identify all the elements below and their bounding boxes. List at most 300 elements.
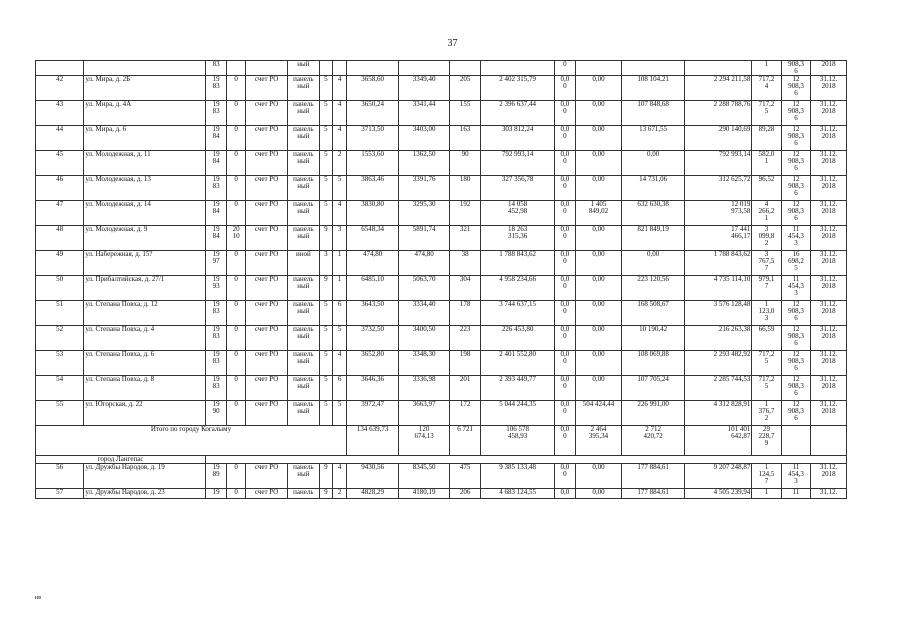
table-cell: 19 83 (206, 101, 227, 126)
table-cell: 57 (36, 489, 84, 499)
table-cell: 0,0 0 (554, 226, 575, 251)
total-cell: 120 674,13 (399, 426, 449, 456)
table-cell: 4 (333, 101, 347, 126)
table-cell: 107 848,68 (622, 101, 685, 126)
table-cell: счет РО (246, 489, 288, 499)
table-row (36, 101, 847, 126)
table-cell: 979,1 7 (752, 276, 781, 301)
table-cell: 201 (449, 376, 481, 401)
table-cell: 3 767,5 7 (752, 251, 781, 276)
table-cell: 4 312 828,91 (685, 401, 752, 426)
table-cell: 717,2 5 (752, 376, 781, 401)
empty-cell (206, 456, 847, 464)
table-cell: 44 (36, 126, 84, 151)
table-cell (319, 61, 333, 76)
table-cell: 3732,50 (346, 326, 399, 351)
table-cell: 3830,80 (346, 201, 399, 226)
table-cell: 3652,80 (346, 351, 399, 376)
table-cell: 19 93 (206, 276, 227, 301)
table-cell: 226 453,80 (481, 326, 555, 351)
table-row (36, 176, 847, 201)
table-cell: 31.12. 2018 (811, 251, 847, 276)
table-cell: 3336,98 (399, 376, 449, 401)
table-cell: 3341,44 (399, 101, 449, 126)
table-cell: 0,00 (575, 489, 621, 499)
table-cell: 9 385 133,48 (481, 464, 555, 489)
table-cell: 4 (333, 126, 347, 151)
table-cell: 5 (319, 201, 333, 226)
table-cell: панель ный (288, 226, 320, 251)
table-cell: ул. Мира, д. 4А (84, 101, 206, 126)
table-cell: 3 099,8 2 (752, 226, 781, 251)
table-cell: 303 812,24 (481, 126, 555, 151)
table-cell: 0,0 0 (554, 76, 575, 101)
table-cell: 12 019 973,58 (685, 201, 752, 226)
table-cell: 10 190,42 (622, 326, 685, 351)
table-cell: 216 263,38 (685, 326, 752, 351)
table-cell: 31.12. 2018 (811, 276, 847, 301)
table-cell: ул. Молодежная, д. 11 (84, 151, 206, 176)
table-cell: 0,0 0 (554, 401, 575, 426)
table-cell: 168 508,67 (622, 301, 685, 326)
table-row (36, 201, 847, 226)
table-cell: 192 (449, 201, 481, 226)
table-cell (227, 61, 246, 76)
table-cell (84, 61, 206, 76)
table-cell: 0,0 0 (554, 126, 575, 151)
table-row (36, 151, 847, 176)
table-cell: 2 (333, 151, 347, 176)
table-cell: 3334,40 (399, 301, 449, 326)
table-cell: 17 441 466,17 (685, 226, 752, 251)
table-row-partial (36, 489, 847, 499)
table-cell: панель ный (288, 201, 320, 226)
table-cell: 226 991,00 (622, 401, 685, 426)
table-cell: 96,52 (752, 176, 781, 201)
table-cell (575, 61, 621, 76)
table-cell: 312 625,72 (685, 176, 752, 201)
table-cell: 0,00 (575, 226, 621, 251)
table-cell: 0,00 (622, 151, 685, 176)
table-cell: 42 (36, 76, 84, 101)
table-cell: панель ный (288, 176, 320, 201)
table-cell: 1 124,5 7 (752, 464, 781, 489)
table-cell: панель ный (288, 464, 320, 489)
table-cell: счет РО (246, 101, 288, 126)
table-cell (333, 61, 347, 76)
table-cell: 6 (333, 301, 347, 326)
table-cell: 3863,46 (346, 176, 399, 201)
table-cell: 12 908,3 6 (781, 326, 810, 351)
table-cell: 3 744 637,15 (481, 301, 555, 326)
table-cell: 38 (449, 251, 481, 276)
table-cell: 198 (449, 351, 481, 376)
table-cell: счет РО (246, 464, 288, 489)
empty-cell (781, 426, 810, 456)
table-cell: 3348,30 (399, 351, 449, 376)
table-cell: 9 (319, 276, 333, 301)
total-cell: 106 578 458,93 (481, 426, 555, 456)
table-cell: 0 (227, 351, 246, 376)
table-cell: 2 396 637,44 (481, 101, 555, 126)
table-cell: 12 908,3 6 (781, 76, 810, 101)
table-row (36, 126, 847, 151)
table-cell: 0,0 0 (554, 176, 575, 201)
table-cell: 0,00 (575, 326, 621, 351)
table-cell: ул. Набережная, д. 15? (84, 251, 206, 276)
table-body (36, 61, 847, 499)
total-cell: 6 721 (449, 426, 481, 456)
table-row (36, 251, 847, 276)
table-cell: ул. Молодежная, д. 14 (84, 201, 206, 226)
table-cell: 3646,36 (346, 376, 399, 401)
table-cell: 3349,40 (399, 76, 449, 101)
table-cell: 0 (227, 251, 246, 276)
table-cell: 0,00 (575, 301, 621, 326)
table-cell: 54 (36, 376, 84, 401)
table-cell: 5 (333, 401, 347, 426)
table-cell: 6485,10 (346, 276, 399, 301)
table-cell: 0 (227, 101, 246, 126)
table-cell: ул. Степана Повха, д. 6 (84, 351, 206, 376)
table-cell: 0,0 0 (554, 376, 575, 401)
table-cell: 206 (449, 489, 481, 499)
table-cell: 14 058 452,98 (481, 201, 555, 226)
table-cell: 1362,50 (399, 151, 449, 176)
table-cell: 53 (36, 351, 84, 376)
table-cell: 0,0 0 (554, 326, 575, 351)
table-cell: 5063,70 (399, 276, 449, 301)
table-cell: 19 83 (206, 176, 227, 201)
table-cell: 19 84 (206, 201, 227, 226)
table-cell: 1 (752, 489, 781, 499)
table-cell: счет РО (246, 76, 288, 101)
table-cell: 163 (449, 126, 481, 151)
table-cell: 0 (227, 201, 246, 226)
table-row (36, 351, 847, 376)
table-cell: 31.12. 2018 (811, 151, 847, 176)
table-cell: счет РО (246, 126, 288, 151)
table-cell (685, 61, 752, 76)
table-cell: 0,00 (575, 276, 621, 301)
table-cell: 0,0 0 (554, 151, 575, 176)
table-cell: ул. Югорская, д. 22 (84, 401, 206, 426)
total-cell: 29 228,7 9 (752, 426, 781, 456)
table-cell: панель ный (288, 151, 320, 176)
table-cell: 3391,76 (399, 176, 449, 201)
table-cell: 31.12. 2018 (811, 126, 847, 151)
empty-cell (811, 426, 847, 456)
table-cell: 12 908,3 6 (781, 351, 810, 376)
table-cell: 46 (36, 176, 84, 201)
table-cell: 4 505 239,94 (685, 489, 752, 499)
table-cell: 2018 (811, 61, 847, 76)
table-cell: 4180,19 (399, 489, 449, 499)
table-cell: 43 (36, 101, 84, 126)
table-cell: 1 788 843,62 (685, 251, 752, 276)
table-cell: 3400,50 (399, 326, 449, 351)
table-cell: 0,00 (622, 251, 685, 276)
table-cell: 19 84 (206, 151, 227, 176)
table-cell: ул. Степана Повха, д. 4 (84, 326, 206, 351)
table-cell: панель ный (288, 376, 320, 401)
table-cell: 178 (449, 301, 481, 326)
table-row (36, 464, 847, 489)
table-cell: 792 993,14 (685, 151, 752, 176)
table-cell: 19 83 (206, 76, 227, 101)
table-cell: 5 (319, 101, 333, 126)
table-cell: 632 630,38 (622, 201, 685, 226)
table-cell: 717,2 4 (752, 76, 781, 101)
table-cell: 0,0 0 (554, 276, 575, 301)
table-cell: 4 (333, 464, 347, 489)
table-cell: 3650,24 (346, 101, 399, 126)
table-cell: 5 (319, 401, 333, 426)
table-cell: 19 83 (206, 351, 227, 376)
table-cell: 89,28 (752, 126, 781, 151)
table-cell: 223 120,56 (622, 276, 685, 301)
table-cell: 13 671,55 (622, 126, 685, 151)
table-cell: 5 (333, 176, 347, 201)
table-cell: 0 (227, 176, 246, 201)
table-cell: 0,00 (575, 151, 621, 176)
table-cell: 9 (319, 489, 333, 499)
table-cell (36, 61, 84, 76)
table-cell: 304 (449, 276, 481, 301)
table-cell: 66,59 (752, 326, 781, 351)
table-cell: 2 393 449,77 (481, 376, 555, 401)
table-cell: иной (288, 251, 320, 276)
table-cell: ул. Дружбы Народов, д. 19 (84, 464, 206, 489)
table-cell: 108 104,21 (622, 76, 685, 101)
table-cell: 6548,34 (346, 226, 399, 251)
register-table (35, 60, 847, 499)
table-cell: 56 (36, 464, 84, 489)
table-cell: 821 849,19 (622, 226, 685, 251)
table-cell: 205 (449, 76, 481, 101)
table-row (36, 76, 847, 101)
table-cell: панель ный (288, 276, 320, 301)
total-cell: 2 464 395,34 (575, 426, 621, 456)
table-cell: 11 (781, 489, 810, 499)
total-label: Итого по городу Когалыму (36, 426, 347, 456)
table-cell: счет РО (246, 326, 288, 351)
table-cell: 12 908,3 6 (781, 126, 810, 151)
table-cell: счет РО (246, 351, 288, 376)
table-cell: 45 (36, 151, 84, 176)
table-cell: 5 (319, 151, 333, 176)
table-cell: 12 908,3 6 (781, 401, 810, 426)
table-cell: 3 (333, 226, 347, 251)
table-cell: счет РО (246, 151, 288, 176)
table-cell: 4 735 114,10 (685, 276, 752, 301)
table-cell: 19 84 (206, 126, 227, 151)
table-cell: 3403,00 (399, 126, 449, 151)
table-cell: 31.12. 2018 (811, 76, 847, 101)
table-cell: 0,0 0 (554, 351, 575, 376)
table-cell: 31.12. 2018 (811, 176, 847, 201)
table-cell: 18 263 315,36 (481, 226, 555, 251)
table-cell (246, 61, 288, 76)
table-row (36, 276, 847, 301)
table-cell: 31.12. 2018 (811, 376, 847, 401)
table-row (36, 226, 847, 251)
table-cell: 52 (36, 326, 84, 351)
table-cell: 55 (36, 401, 84, 426)
table-row-continued (36, 61, 847, 76)
table-cell: 1 (333, 276, 347, 301)
table-row (36, 326, 847, 351)
table-cell: 9 (319, 226, 333, 251)
table-row (36, 401, 847, 426)
table-cell: панель ный (288, 76, 320, 101)
city-header: город Лангепас (36, 456, 206, 464)
table-cell: 177 884,61 (622, 489, 685, 499)
table-cell: 327 356,78 (481, 176, 555, 201)
table-cell: ул. Степана Повха, д. 8 (84, 376, 206, 401)
table-cell: 2 288 788,76 (685, 101, 752, 126)
table-cell (399, 61, 449, 76)
table-cell: 12 908,3 6 (781, 376, 810, 401)
table-cell: 49 (36, 251, 84, 276)
table-cell: 11 454,3 3 (781, 464, 810, 489)
register-table-wrap (35, 60, 847, 499)
table-cell: панель ный (288, 101, 320, 126)
total-cell: 101 401 642,87 (685, 426, 752, 456)
table-cell: 20 10 (227, 226, 246, 251)
table-cell (481, 61, 555, 76)
table-cell: ул. Степана Повха, д. 12 (84, 301, 206, 326)
table-cell: 504 424,44 (575, 401, 621, 426)
table-cell: 1 (333, 251, 347, 276)
table-cell: 0,00 (575, 101, 621, 126)
table-cell: ул. Прибалтийская, д. 27/1 (84, 276, 206, 301)
table-cell: 16 698,2 5 (781, 251, 810, 276)
table-cell: 0,00 (575, 351, 621, 376)
table-cell: 0 (227, 126, 246, 151)
table-cell: 6 (333, 376, 347, 401)
table-cell: 9430,56 (346, 464, 399, 489)
table-cell: 4 958 234,66 (481, 276, 555, 301)
table-cell: 0,00 (575, 76, 621, 101)
table-cell: 14 731,06 (622, 176, 685, 201)
table-cell: 83 (206, 61, 227, 76)
table-cell: панель ный (288, 126, 320, 151)
table-cell: 1553,60 (346, 151, 399, 176)
table-cell: 0 (227, 151, 246, 176)
table-cell: 5 044 244,35 (481, 401, 555, 426)
table-cell: 475 (449, 464, 481, 489)
table-cell: 51 (36, 301, 84, 326)
table-cell: 582,0 1 (752, 151, 781, 176)
table-cell: 19 83 (206, 301, 227, 326)
table-cell: 0,00 (575, 251, 621, 276)
table-cell: 1 123,0 3 (752, 301, 781, 326)
table-cell: счет РО (246, 301, 288, 326)
table-cell: 4 266,2 1 (752, 201, 781, 226)
table-cell: счет РО (246, 201, 288, 226)
table-cell: 31.12. 2018 (811, 351, 847, 376)
table-cell: ул. Мира, д. 6 (84, 126, 206, 151)
table-cell: 0,0 0 (554, 301, 575, 326)
table-cell: 5 (319, 76, 333, 101)
table-cell: 12 908,3 6 (781, 301, 810, 326)
table-cell: 0,0 (554, 489, 575, 499)
table-cell: 4828,29 (346, 489, 399, 499)
table-cell: 5 (319, 326, 333, 351)
table-cell: 0,0 0 (554, 201, 575, 226)
table-cell: 4 (333, 201, 347, 226)
table-cell: 5 (333, 326, 347, 351)
table-cell: 2 402 315,79 (481, 76, 555, 101)
table-cell: счет РО (246, 226, 288, 251)
table-cell: 290 140,69 (685, 126, 752, 151)
table-cell: 0,00 (575, 176, 621, 201)
table-cell: счет РО (246, 276, 288, 301)
table-cell: 108 069,88 (622, 351, 685, 376)
table-cell (346, 61, 399, 76)
table-cell: ул. Молодежная, д. 9 (84, 226, 206, 251)
table-cell: 3 (319, 251, 333, 276)
table-cell: 11 454,3 3 (781, 226, 810, 251)
table-cell: ный (288, 61, 320, 76)
table-cell: 5891,74 (399, 226, 449, 251)
table-cell: 5 (319, 126, 333, 151)
table-cell: ул. Мира, д. 2Б (84, 76, 206, 101)
table-cell: 2 (333, 489, 347, 499)
table-cell: 0 (227, 464, 246, 489)
table-cell: 0,0 0 (554, 251, 575, 276)
total-cell: 134 639,73 (346, 426, 399, 456)
table-cell: 3643,50 (346, 301, 399, 326)
table-cell: 8345,50 (399, 464, 449, 489)
total-cell: 2 712 420,72 (622, 426, 685, 456)
table-cell: 2 285 744,53 (685, 376, 752, 401)
table-cell: 717,2 5 (752, 101, 781, 126)
table-cell: 19 97 (206, 251, 227, 276)
table-cell: 223 (449, 326, 481, 351)
table-cell: 5 (319, 176, 333, 201)
table-cell: 0 (227, 401, 246, 426)
table-cell: 321 (449, 226, 481, 251)
table-cell: ул. Дружбы Народов, д. 23 (84, 489, 206, 499)
table-cell: 11 454,3 3 (781, 276, 810, 301)
table-cell: 3713,50 (346, 126, 399, 151)
table-cell: 717,2 5 (752, 351, 781, 376)
table-row (36, 376, 847, 401)
table-cell: 19 89 (206, 464, 227, 489)
table-cell: 90 (449, 151, 481, 176)
table-cell: 0 (227, 376, 246, 401)
table-cell: 1 405 849,02 (575, 201, 621, 226)
table-cell: 31.12. (811, 489, 847, 499)
table-cell: 12 908,3 6 (781, 151, 810, 176)
page-number: 37 (447, 38, 458, 49)
table-cell: 0 (227, 276, 246, 301)
table-cell: счет РО (246, 176, 288, 201)
table-cell: 47 (36, 201, 84, 226)
table-cell: 19 90 (206, 401, 227, 426)
table-cell: 0,0 0 (554, 101, 575, 126)
table-cell: 2 401 552,80 (481, 351, 555, 376)
table-cell: 12 908,3 6 (781, 201, 810, 226)
table-row (36, 301, 847, 326)
table-cell: 19 84 (206, 226, 227, 251)
table-cell: 180 (449, 176, 481, 201)
table-cell: 31.12. 2018 (811, 401, 847, 426)
table-cell: 0 (227, 489, 246, 499)
table-cell: панель ный (288, 326, 320, 351)
